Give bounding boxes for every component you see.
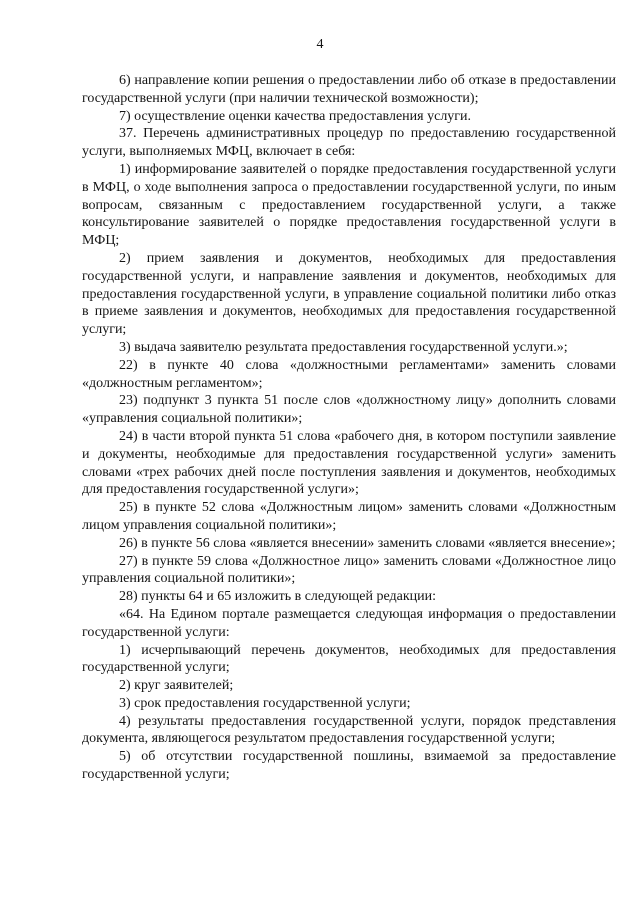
document-body	[82, 72, 616, 784]
paragraph: 6) направление копии решения о предоставлении либо об отказе в предоставлении государственной услуги (при наличии технической возможности);	[82, 73, 616, 106]
paragraph: 26) в пункте 56 слова «является внесении» заменить словами «является внесение»;	[119, 535, 616, 551]
paragraph: 2) круг заявителей;	[119, 678, 234, 694]
paragraph: 28) пункты 64 и 65 изложить в следующей редакции:	[119, 589, 437, 605]
paragraph: 24) в части второй пункта 51 слова «рабочего дня, в котором поступили заявление и документы, необходимые для предоставления государственной услуги» заменить словами «трех рабочих дней после поступления заявления и документов, необходимых для предоставления государственной услуги»;	[82, 428, 616, 498]
paragraph: 4) результаты предоставления государственной услуги, порядок представления документа, являющегося результатом предоставления государственной услуги;	[82, 713, 616, 747]
page-number: 4	[316, 37, 324, 52]
paragraph: 2) прием заявления и документов, необходимых для предоставления государственной услуги, и направление заявления и документов, необходимых для предоставления государственной услуги, в управление социальной политики либо отказ в приеме заявления и документов, необходимых для предоставления государственной услуги;	[82, 250, 616, 338]
paragraph: 1) исчерпывающий перечень документов, необходимых для предоставления государственной услуги;	[82, 642, 616, 676]
paragraph: 1) информирование заявителей о порядке предоставления государственной услуги в МФЦ, о ходе выполнения запроса о предоставлении государственной услуги, по иным вопросам, связанным с предоставлением государственной услуги, а также консультирование заявителей о порядке предоставления государственной услуги в МФЦ;	[82, 161, 616, 249]
paragraph: 5) об отсутствии государственной пошлины, взимаемой за предоставление государственной услуги;	[82, 749, 616, 783]
paragraph: 7) осуществление оценки качества предоставления услуги.	[119, 108, 472, 124]
paragraph: 23) подпункт 3 пункта 51 после слов «должностному лицу» дополнить словами «управления социальной политики»;	[82, 393, 616, 427]
paragraph: 25) в пункте 52 слова «Должностным лицом» заменить словами «Должностным лицом управления социальной политики»;	[82, 500, 616, 533]
paragraph: 22) в пункте 40 слова «должностными регламентами» заменить словами «должностным регламентом»;	[82, 357, 616, 391]
paragraph: «64. На Едином портале размещается следующая информация о предоставлении государственной услуги:	[82, 606, 616, 640]
paragraph: 27) в пункте 59 слова «Должностное лицо» заменить словами «Должностное лицо управления социальной политики»;	[82, 553, 616, 587]
paragraph: 3) срок предоставления государственной услуги;	[119, 695, 411, 711]
paragraph: 3) выдача заявителю результата предоставления государственной услуги.»;	[119, 339, 568, 355]
paragraph: 37. Перечень административных процедур по предоставлению государственной услуги, выполняемых МФЦ, включает в себя:	[82, 126, 616, 160]
